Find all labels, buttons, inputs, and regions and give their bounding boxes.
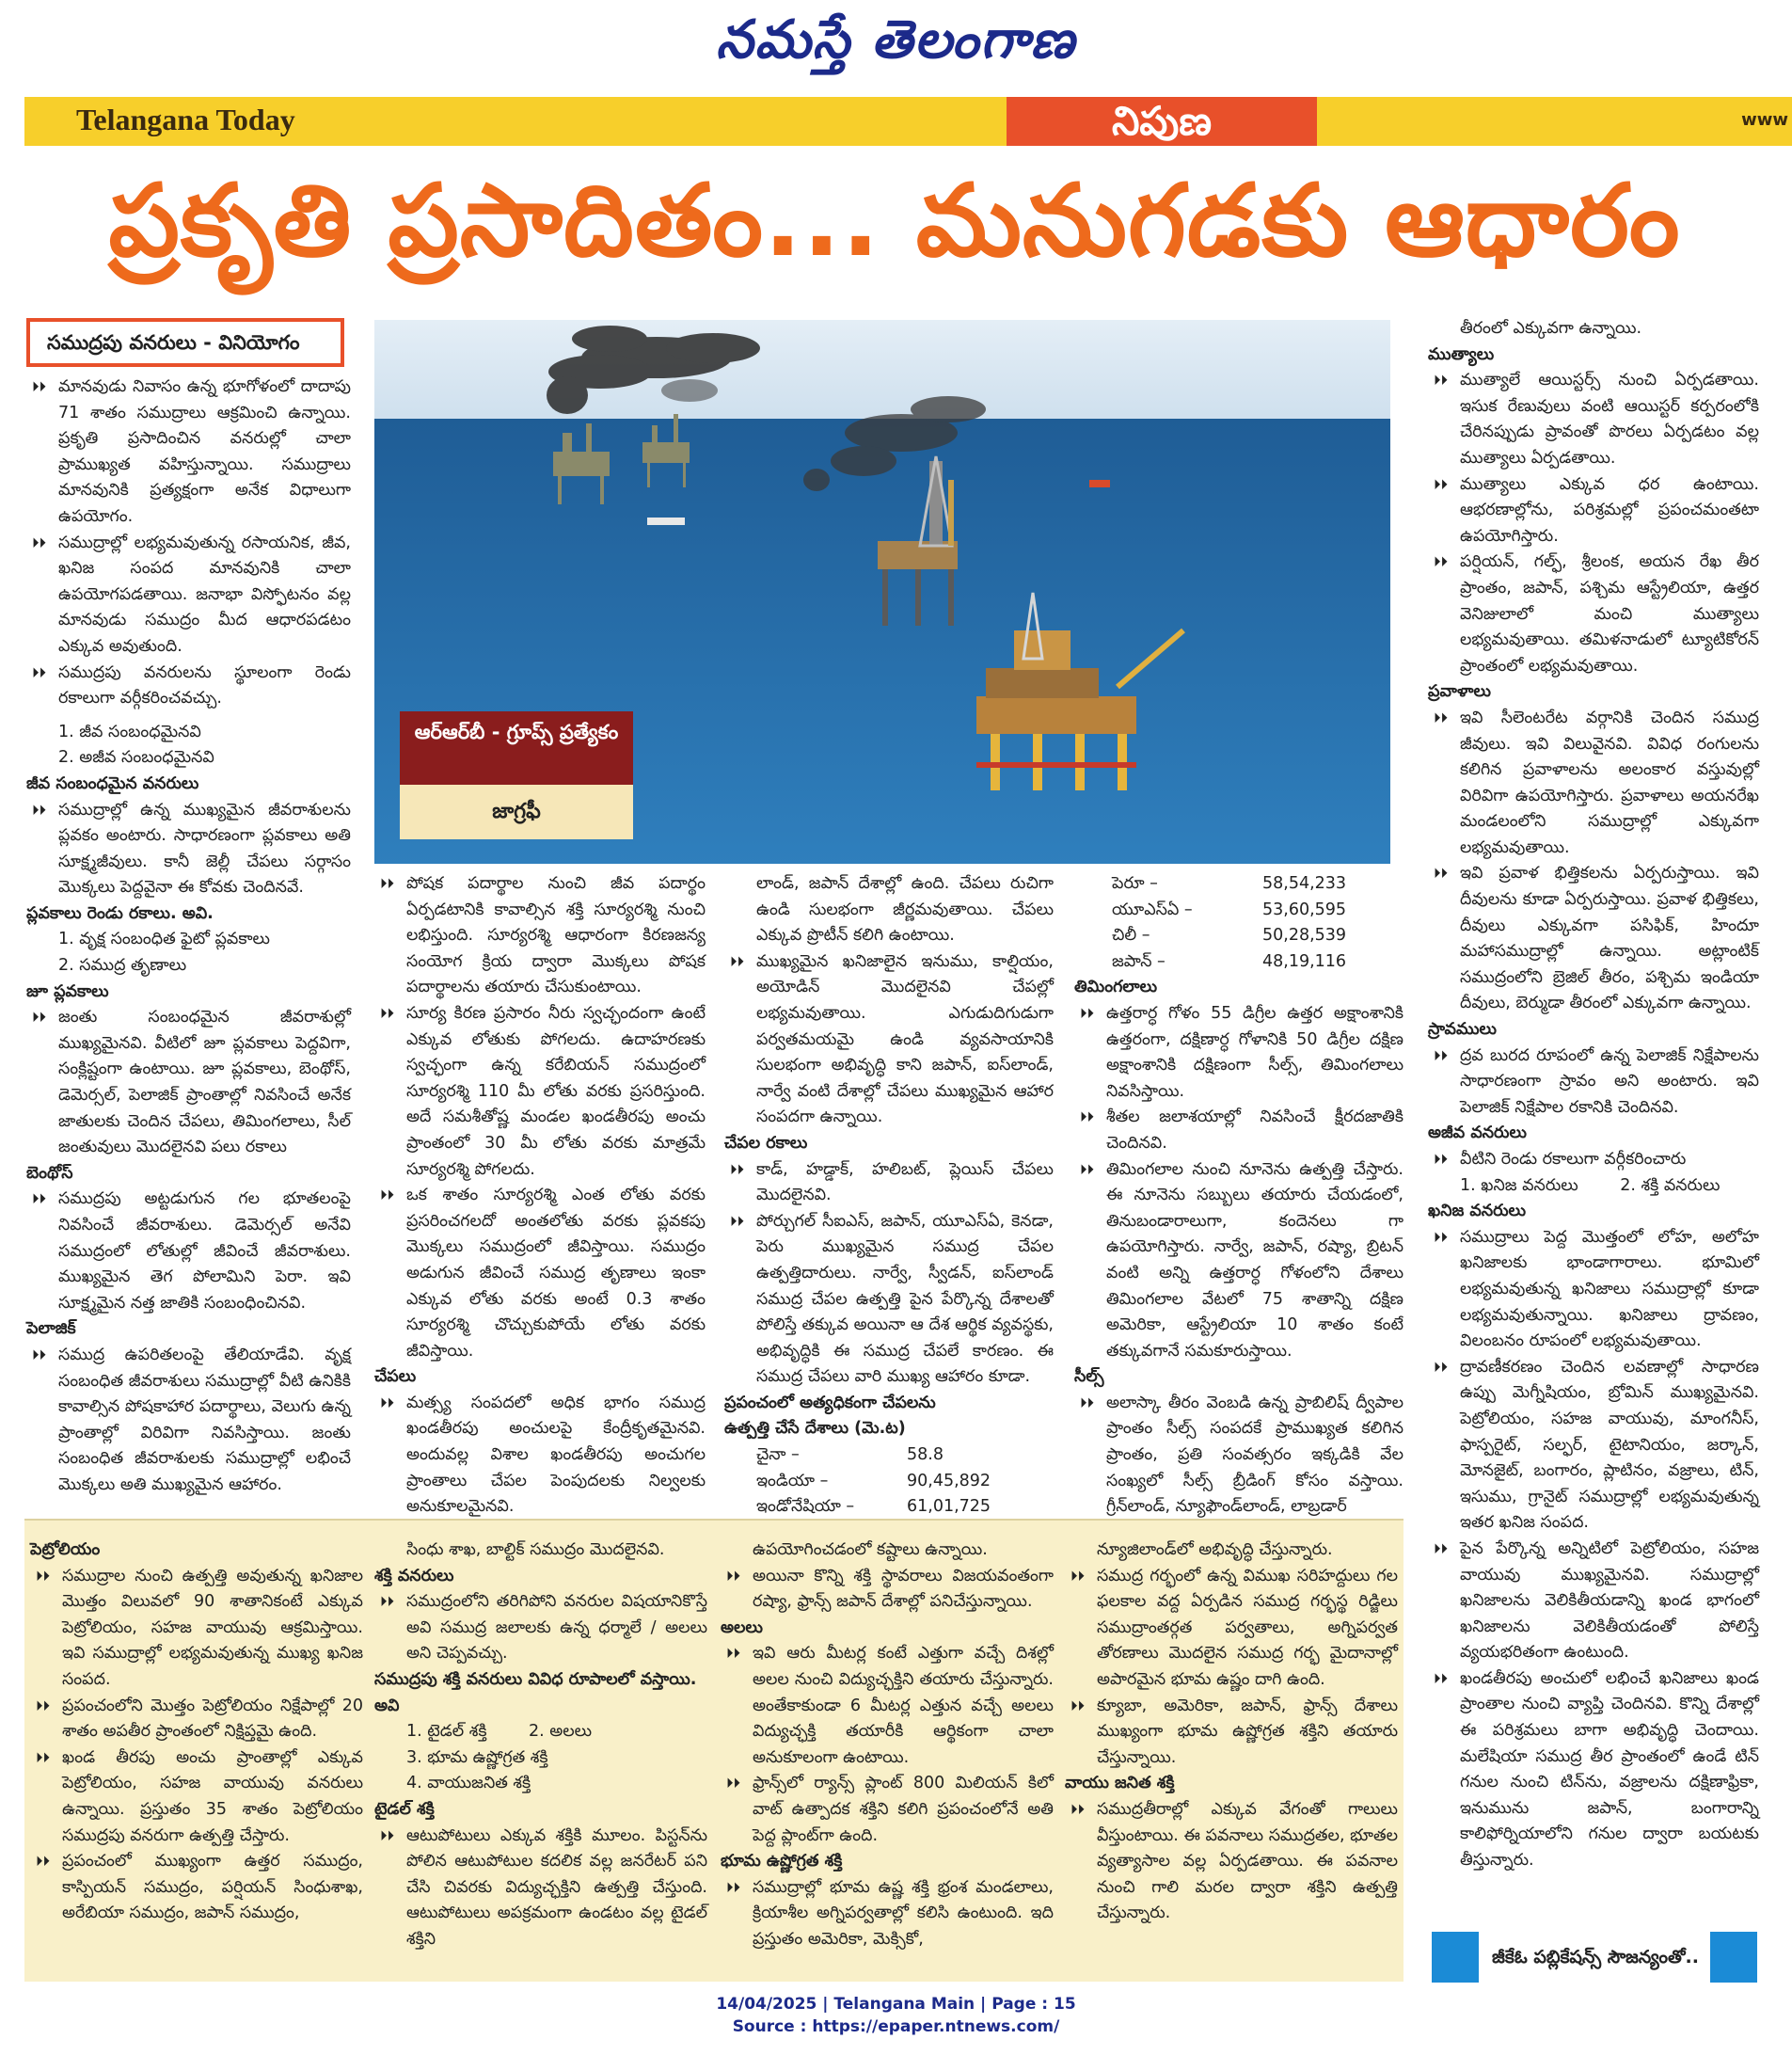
- subheading: పెట్రోలియం: [30, 1540, 101, 1559]
- subheading: భూమ ఉష్ణోగ్రత శక్తి: [721, 1852, 843, 1872]
- list-item: ⏵⏵ ఖండతీరపు అంచులో లభించే ఖనిజాలు ఖండ ప్రాంతాల నుంచి వ్యాప్తి చెందినవి. కొన్ని దేశాల్లో ఈ పరిశ్రమలు బాగా అభివృద్ధి చెందాయి. మలేషియా సముద్ర తీర ప్రాంతంలో ఉండే టిన్ గనుల నుంచి టిన్‌ను, వజ్రాలను దక్షిణాఫ్రికా, ఇనుమును జపాన్, బంగారాన్ని కాలిఫోర్నియాలోని గనుల ద్వారా బయటకు తీస్తున్నారు.: [1434, 1668, 1759, 1871]
- list-item: ⏵⏵ పైన పేర్కొన్న అన్నిటిలో పెట్రోలియం, సహజ వాయువు ముఖ్యమైనవి. సముద్రాల్లో ఖనిజాలను వెలికితీయడాన్ని ఖండ భాగంలో ఖనిజాలను వెలికితీయడంతో పోలిస్తే వ్యయభరితంగా ఉంటుంది.: [1434, 1538, 1759, 1663]
- list-item: ⏵⏵ మత్స్య సంపదలో అధిక భాగం సముద్ర ఖండతీరపు అంచులపై కేంద్రీకృతమైనవి. అందువల్ల విశాల ఖండతీరపు అంచుగల ప్రాంతాలు చేపల పెంపుదలకు నిల్వలకు అనుకూలమైనవి.: [380, 1393, 706, 1517]
- list-item: ⏵⏵ మానవుడు నివాసం ఉన్న భూగోళంలో దాదాపు 71 శాతం సముద్రాలు ఆక్రమించి ఉన్నాయి. ప్రకృతి ప్రసాదించిన వనరుల్లో చాలా ప్రాముఖ్యత వహిస్తున్నాయి. సముద్రాలు మానవునికి ప్రత్యక్షంగా అనేక విధాలుగా ఉపయోగం.: [32, 377, 351, 526]
- subheading: చేపల రకాలు: [724, 1133, 808, 1153]
- list-item: ⏵⏵ సముద్ర ఉపరితలంపై తేలియాడేవి. వృక్ష సంబంధిత జీవరాశులు సముద్రాల్లో వీటి ఉనికికి కావాల్సిన పోషకాహార పదార్థాలు, వెలుగు ఉన్న ప్రాంతాల్లో విరివిగా నివసిస్తాయి. జంతు సంబంధిత జీవరాశులకు సముద్రాల్లో లభించే మొక్కలు అతి ముఖ్యమైన ఆహారం.: [32, 1345, 351, 1494]
- numbered-item: 1. జీవ సంబంధమైనవి: [58, 722, 201, 741]
- banner-strip: [24, 97, 1792, 146]
- stat-row: యూఎస్ఏ – 53,60,595: [1112, 900, 1347, 919]
- page-footer: [0, 1993, 1792, 2038]
- numbered-item: 3. భూమ ఉష్ణోగ్రత శక్తి: [406, 1747, 548, 1767]
- list-item: ⏵⏵ అయినా కొన్ని శక్తి స్థావరాలు విజయవంతంగా రష్యా, ఫ్రాన్స్ జపాన్ దేశాల్లో పనిచేస్తున్నాయి.: [726, 1566, 1054, 1612]
- subheading: ప్రవాళాలు: [1428, 682, 1491, 702]
- list-item: ⏵⏵ ఆటుపోటులు ఎక్కువ శక్తికి మూలం. పిస్టన్‌ను పోలిన ఆటుపోటుల కదలిక వల్ల జనరేటర్ పని చేసి చివరకు విద్యుచ్ఛక్తిని ఉత్పత్తి చేస్తుంది. ఆటుపోటులు అపక్రమంగా ఉండటం వల్ల టైడల్ శక్తిని: [380, 1825, 707, 1949]
- column-1: [26, 374, 351, 1499]
- stat-row: పెరూ – 58,54,233: [1112, 874, 1347, 893]
- numbered-item: 2. సముద్ర తృణాలు: [58, 956, 187, 976]
- stat-row: చైనా – 58.8: [756, 1445, 944, 1465]
- list-item: ⏵⏵ జంతు సంబంధమైన జీవరాశుల్లో ముఖ్యమైనవి. వీటిలో జూ ప్లవకాలు పెద్దవిగా, సంక్లిష్టంగా ఉంటాయి. జూ ప్లవకాలు, బెంథోస్, డెమెర్సల్, పెలాజిక్ ప్రాంతాల్లో నివసించే అనేక జాతులకు చెందిన చేపలు, తిమింగలాలు, సీల్ జంతువులు మొదలైనవి పలు రకాలు: [32, 1008, 351, 1157]
- list-item: ⏵⏵ సూర్య కిరణ ప్రసారం నీరు స్వచ్ఛందంగా ఉంటే ఎక్కువ లోతుకు పోగలదు. ఉదాహరణకు స్వచ్ఛంగా ఉన్న కరేబియన్ సముద్రంలో సూర్యరశ్మి 110 మీ లోతు వరకు ప్రసరిస్తుంది. అదే సమశీతోష్ణ మండల ఖండతీరపు అంచు ప్రాంతంలో 30 మీ లోతు వరకు మాత్రమే సూర్యరశ్మి పోగలదు.: [380, 1003, 706, 1179]
- numbered-item: 1. టైడల్ శక్తి 2. అలలు: [406, 1722, 593, 1742]
- paragraph: తీరంలో ఎక్కువగా ఉన్నాయి.: [1460, 319, 1642, 338]
- subheading: సముద్రపు శక్తి వనరులు వివిధ రూపాలలో వస్తాయి.: [374, 1669, 697, 1689]
- subheading: ప్లవకాలు రెండు రకాలు. అవి.: [26, 903, 214, 923]
- banner-left-logo: Telangana Today: [76, 103, 295, 136]
- list-item: ⏵⏵ ముత్యాలు ఎక్కువ ధర ఉంటాయి. ఆభరణాల్లోను, పరిశ్రమల్లో ప్రపంచమంతటా ఉపయోగిస్తారు.: [1434, 474, 1759, 546]
- footer-date-line: 14/04/2025 | Telangana Main | Page : 15: [716, 1995, 1076, 2014]
- subheading: సీల్స్: [1074, 1367, 1104, 1387]
- footer-source-line: Source : https://epaper.ntnews.com/: [732, 2017, 1060, 2036]
- credit-accent-right: [1710, 1932, 1757, 1983]
- list-item: ⏵⏵ సముద్రాల నుంచి ఉత్పత్తి అవుతున్న ఖనిజాల మొత్తం విలువలో 90 శాతానికంటే ఎక్కువ పెట్రోలియం, సహజ వాయువు ఆక్రమిస్తాయి. ఇవి సముద్రాల్లో లభ్యమవుతున్న ముఖ్య ఖనిజ సంపద.: [36, 1566, 363, 1689]
- newspaper-logo: నమస్తే తెలంగాణ: [716, 9, 1076, 71]
- list-item: ⏵⏵ పోషక పదార్థాల నుంచి జీవ పదార్థం ఏర్పడటానికి కావాల్సిన శక్తి సూర్యరశ్మి నుంచి లభిస్తుంది. సూర్యరశ్మి ఆధారంగా కిరణజన్య సంయోగ క్రియ ద్వారా మొక్కలు పోషక పదార్థాలను తయారు చేసుకుంటాయి.: [380, 874, 706, 997]
- lower-column-3: [721, 1537, 1054, 1953]
- numbered-item: 1. ఖనిజ వనరులు 2. శక్తి వనరులు: [1460, 1175, 1721, 1195]
- lower-column-1: [30, 1537, 363, 1927]
- stat-row: జపాన్ – 48,19,116: [1112, 951, 1347, 971]
- page-headline: ప్రకృతి ప్రసాదితం... మనుగడకు ఆధారం: [108, 163, 1681, 279]
- column-2: [374, 871, 706, 1546]
- subheading: ముత్యాలు: [1428, 344, 1495, 364]
- caption-series-label: ఆర్ఆర్‌బీ - గ్రూప్స్ ప్రత్యేకం: [400, 711, 633, 785]
- list-item: ⏵⏵ ప్రపంచంలోని మొత్తం పెట్రోలియం నిక్షేపాల్లో 20 శాతం అపతీర ప్రాంతంలో నిక్షిప్తమై ఉంది.: [36, 1696, 363, 1742]
- paragraph: సింధు శాఖ, బాల్టిక్ సముద్రం మొదలైనవి.: [406, 1540, 665, 1559]
- subheading: శక్తి వనరులు: [374, 1566, 454, 1585]
- list-item: ⏵⏵ సముద్రాల్లో లభ్యమవుతున్న రసాయనిక, జీవ, ఖనిజ సంపద మానవునికి చాలా ఉపయోగపడతాయి. జనాభా విస్ఫోటనం వల్ల మానవుడు సముద్రం మీద ఆధారపడటం ఎక్కువ అవుతుంది.: [32, 533, 351, 656]
- list-item: ⏵⏵ పర్షియన్, గల్ఫ్, శ్రీలంక, అయన రేఖ తీర ప్రాంతం, జపాన్, పశ్చిమ ఆస్ట్రేలియా, ఉత్తర వెనిజులాలో మంచి ముత్యాలు లభ్యమవుతాయి. తమిళనాడులో ట్యూటికోరన్ ప్రాంతంలో లభ్యమవుతాయి.: [1434, 552, 1759, 676]
- list-item: ⏵⏵ ద్రవ బురద రూపంలో ఉన్న పెలాజిక్ నిక్షేపాలను సాధారణంగా స్రావం అని అంటారు. ఇవి పెలాజిక్ నిక్షేపాల రకానికి చెందినవి.: [1434, 1045, 1759, 1117]
- subheading: బెంథోస్: [26, 1163, 73, 1183]
- list-item: ⏵⏵ క్యూబా, అమెరికా, జపాన్, ఫ్రాన్స్ దేశాలు ముఖ్యంగా భూమ ఉష్ణోగ్రత శక్తిని తయారు చేస్తున్నాయి.: [1070, 1696, 1398, 1767]
- list-item: ⏵⏵ సముద్రపు అట్టడుగున గల భూతలంపై నివసించే జీవరాశులు. డెమెర్సల్ అనేవి సముద్రంలో లోతుల్లో జీవించే జీవరాశులు. ముఖ్యమైన తెగ పోలామిని పెరా. ఇవి సూక్ష్మమైన నత్త జాతికి సంబంధించినవి.: [32, 1189, 351, 1313]
- section-title-box: సముద్రపు వనరులు - వినియోగం: [26, 318, 344, 367]
- numbered-item: 2. అజీవ సంబంధమైనవి: [58, 748, 214, 768]
- list-item: ⏵⏵ శీతల జలాశయాల్లో నివసించే క్షీరదజాతికి చెందినవి.: [1080, 1107, 1403, 1153]
- subheading: అవి: [374, 1696, 400, 1715]
- list-item: ⏵⏵ సముద్ర గర్భంలో ఉన్న విముఖ సరిహద్దులు గల ఫలకాల వద్ద ఏర్పడిన సముద్ర గర్భస్థ రిడ్జిలు సముద్రాంతర్గత పర్వతాలు, అగ్నిపర్వత తోరణాలు మొదలైన సముద్ర గర్భ మైదానాల్లో అపారమైన భూమ ఉష్ణం దాగి ఉంది.: [1070, 1566, 1398, 1689]
- list-item: ⏵⏵ ముఖ్యమైన ఖనిజాలైన ఇనుము, కాల్షియం, అయోడిన్ మొదలైనవి చేపల్లో లభ్యమవుతాయి. ఎగుడుదిగుడుగా పర్వతమయమై ఉండి వ్యవసాయానికి సులభంగా అభివృద్ధి కాని జపాన్, ఐస్‌లాండ్, నార్వే వంటి దేశాల్లో చేపలు ముఖ్యమైన ఆహార సంపదగా ఉన్నాయి.: [730, 951, 1054, 1127]
- subheading: జీవ సంబంధమైన వనరులు: [26, 773, 199, 793]
- column-4: [1074, 871, 1403, 1521]
- subheading: స్రావములు: [1428, 1020, 1497, 1040]
- subheading: తిమింగలాలు: [1074, 978, 1158, 997]
- list-item: ⏵⏵ కాడ్, హడ్డాక్, హలిబట్, ప్లెయిస్ చేపలు మొదలైనవి.: [730, 1159, 1054, 1205]
- list-item: ⏵⏵ సముద్రాల్లో భూమ ఉష్ణ శక్తి భ్రంశ మండలాలు, క్రియాశీల అగ్నిపర్వతాల్లో కలిసి ఉంటుంది. ఇది ప్రస్తుతం అమెరికా, మెక్సికో,: [726, 1877, 1054, 1949]
- banner-right-text: www: [1741, 110, 1788, 130]
- subheading: టైడల్ శక్తి: [374, 1799, 435, 1819]
- list-item: ⏵⏵ ఖండ తీరపు అంచు ప్రాంతాల్లో ఎక్కువ పెట్రోలియం, సహజ వాయువు వనరులు ఉన్నాయి. ప్రస్తుతం 35 శాతం పెట్రోలియం సముద్రపు వనరుగా ఉత్పత్తి చేస్తారు.: [36, 1747, 363, 1845]
- list-item: ⏵⏵ పోర్చుగల్ సీఐఎస్, జపాన్, యూఎస్ఏ, కెనడా, పెరు ముఖ్యమైన సముద్ర చేపల ఉత్పత్తిదారులు. నార్వే, స్వీడన్, ఐస్‌లాండ్ సముద్ర చేపల ఉత్పత్తి పైన పేర్కొన్న దేశాలతో పోలిస్తే తక్కువ అయినా ఆ దేశ ఆర్థిక వ్యవస్థకు, అభివృద్ధికి ఈ సముద్ర చేపలే కారణం. ఈ సముద్ర చేపలు వారి ముఖ్య ఆహారం కూడా.: [730, 1211, 1054, 1387]
- subheading: జూ ప్లవకాలు: [26, 981, 109, 1001]
- list-item: ⏵⏵ ఉత్తరార్ధ గోళం 55 డిగ్రీల ఉత్తర అక్షాంశానికి ఉత్తరంగా, దక్షిణార్ధ గోళానికి 50 డిగ్రీల దక్షిణ అక్షాంశానికి దక్షిణంగా సీల్స్, తిమింగలాలు నివసిస్తాయి.: [1080, 1003, 1403, 1101]
- numbered-item: 1. వృక్ష సంబంధిత ఫైటో ప్లవకాలు: [58, 930, 270, 949]
- subheading: ఉత్పత్తి చేసే దేశాలు (మె.ట): [724, 1419, 906, 1439]
- list-item: ⏵⏵ సముద్రాలు పెద్ద మొత్తంలో లోహ, అలోహ ఖనిజాలకు భాండాగారాలు. భూమిలో లభ్యమవుతున్న ఖనిజాలు సముద్రాల్లో కూడా లభ్యమవుతున్నాయి. ఖనిజాలు ద్రావణం, విలంబనం రూపంలో లభ్యమవుతాయి.: [1434, 1227, 1759, 1351]
- subheading: వాయు జనిత శక్తి: [1065, 1774, 1175, 1793]
- banner-nipuna-text: నిపుణ: [1111, 98, 1213, 144]
- subheading: అజీవ వనరులు: [1428, 1123, 1527, 1143]
- banner-nipuna-block: [1007, 97, 1317, 146]
- paragraph: న్యూజిలాండ్‌లో అభివృద్ధి చేస్తున్నారు.: [1097, 1540, 1333, 1559]
- subheading: పెలాజిక్: [26, 1319, 76, 1339]
- list-item: ⏵⏵ సముద్రాల్లో ఉన్న ముఖ్యమైన జీవరాశులను ప్లవకం అంటారు. సాధారణంగా ప్లవకాలు అతి సూక్ష్మజీవులు. కానీ జెల్లీ చేపలు సర్గాసం మొక్కలు పెద్దవైనా ఈ కోవకు చెందినవే.: [32, 800, 351, 898]
- stat-row: ఇండోనేషియా – 61,01,725: [756, 1497, 991, 1517]
- list-item: ⏵⏵ అలాస్కా తీరం వెంబడి ఉన్న ప్రాబిలిష్ ద్వీపాల ప్రాంతం సీల్స్ సంపదకే ప్రాముఖ్యత కలిగిన ప్రాంతం, ప్రతి సంవత్సరం ఇక్కడికి వేల సంఖ్యలో సీల్స్ బ్రీడింగ్ కోసం వస్తాయి. గ్రీన్‌లాండ్, న్యూఫౌండ్‌లాండ్, లాబ్రడార్: [1080, 1393, 1403, 1517]
- subheading: అలలు: [721, 1617, 763, 1637]
- stat-row: చిలీ – 50,28,539: [1112, 926, 1347, 946]
- list-item: ⏵⏵ సముద్రపు వనరులను స్థూలంగా రెండు రకాలుగా వర్గీకరించవచ్చు.: [32, 662, 351, 709]
- lower-column-4: [1065, 1537, 1398, 1927]
- masthead: [0, 0, 1792, 89]
- list-item: ⏵⏵ ఇవి ప్రవాళ భిత్తికలను ఏర్పరుస్తాయి. ఇవి దీవులను కూడా ఏర్పరుస్తాయి. ప్రవాళ భిత్తికలు, దీవులు ఎక్కువగా పసిఫిక్, హిందూ మహాసముద్రాల్లో ఉన్నాయి. అట్లాంటిక్ సముద్రంలోని బ్రెజిల్ తీరం, పశ్చిమ ఇండియా దీవులు, బెర్ముడా తీరంలో ఎక్కువగా ఉన్నాయి.: [1434, 864, 1759, 1013]
- credit-text: జీకేఓ పబ్లికేషన్స్ సౌజన్యంతో..: [1492, 1947, 1699, 1967]
- list-item: ⏵⏵ తిమింగలాల నుంచి నూనెను ఉత్పత్తి చేస్తారు. ఈ నూనెను సబ్బులు తయారు చేయడంలో, తినుబండారాలుగా, కందెనలు గా ఉపయోగిస్తారు. నార్వే, జపాన్, రష్యా, బ్రిటన్ వంటి అన్ని ఉత్తరార్ధ గోళంలోని దేశాలు తిమింగలాల వేటలో 75 శాతాన్ని దక్షిణ అమెరికా, ఆస్ట్రేలియా 10 శాతం కంటే తక్కువగానే సమకూరుస్తాయి.: [1080, 1159, 1403, 1361]
- lower-column-2: [374, 1537, 707, 1953]
- paragraph: ఉపయోగించడంలో కష్టాలు ఉన్నాయి.: [753, 1540, 988, 1559]
- numbered-item: 4. వాయుజనిత శక్తి: [406, 1774, 531, 1793]
- credit-badge: [1432, 1932, 1757, 1983]
- subheading: ఖనిజ వనరులు: [1428, 1202, 1527, 1221]
- list-item: ⏵⏵ ఇవి ఆరు మీటర్ల కంటే ఎత్తుగా వచ్చే దిశల్లో అలల నుంచి విద్యుచ్ఛక్తిని తయారు చేస్తున్నారు. అంతేకాకుండా 6 మీటర్ల ఎత్తున వచ్చే అలలు విద్యుచ్ఛక్తి తయారీకి ఆర్థికంగా చాలా అనుకూలంగా ఉంటాయి.: [726, 1644, 1054, 1767]
- list-item: ⏵⏵ సముద్రతీరాల్లో ఎక్కువ వేగంతో గాలులు వీస్తుంటాయి. ఈ పవనాలు సముద్రతల, భూతల వ్యత్యాసాల వల్ల ఏర్పడతాయి. ఈ పవనాల నుంచి గాలి మరల ద్వారా శక్తిని ఉత్పత్తి చేస్తున్నారు.: [1070, 1799, 1398, 1923]
- list-item: ⏵⏵ ఒక శాతం సూర్యరశ్మి ఎంత లోతు వరకు ప్రసరించగలదో అంతలోతు వరకు ప్లవకపు మొక్కలు సముద్రంలో జీవిస్తాయి. సముద్రం అడుగున జీవించే సముద్ర తృణాలు ఇంకా ఎక్కువ లోతు వరకు అంటే 0.3 శాతం సూర్యరశ్మి చొచ్చుకుపోయే లోతు వరకు జీవిస్తాయి.: [380, 1186, 706, 1361]
- list-item: ⏵⏵ సముద్రంలోని తరిగిపోని వనరుల విషయానికొస్తే అవి సముద్ర జలాలకు ఉన్న ధర్మాలే / అలలు అని చెప్పవచ్చు.: [380, 1592, 707, 1664]
- list-item: ⏵⏵ ద్రావణీకరణం చెందిన లవణాల్లో సాధారణ ఉప్పు మెగ్నీషియం, బ్రోమిన్ ముఖ్యమైనవి. పెట్రోలియం, సహజ వాయువు, మాంగనీస్, ఫాస్పరైట్, సల్ఫర్, టైటానియం, జర్కాన్, మోనజైట్, బంగారం, ప్లాటినం, వజ్రాలు, టిన్, ఇసుము, గ్రానైట్ సముద్రాల్లో లభ్యమవుతున్న ఇతర ఖనిజ సంపద.: [1434, 1357, 1759, 1533]
- caption-subject-label: జాగ్రఫీ: [400, 785, 633, 839]
- subheading: ప్రపంచంలో అత్యధికంగా చేపలను: [724, 1393, 936, 1412]
- list-item: ⏵⏵ వీటిని రెండు రకాలుగా వర్గీకరించారు: [1434, 1150, 1687, 1169]
- list-item: ⏵⏵ ప్రపంచంలో ముఖ్యంగా ఉత్తర సముద్రం, కాస్పియన్ సముద్రం, పర్షియన్ సింధుశాఖ, అరేబియా సముద్రం, జపాన్ సముద్రం,: [36, 1852, 363, 1923]
- stat-row: ఇండియా – 90,45,892: [756, 1471, 991, 1490]
- subheading: చేపలు: [374, 1367, 417, 1387]
- column-5: [1428, 316, 1759, 1874]
- list-item: ⏵⏵ ఫ్రాన్స్‌లో ర్యాన్స్ ప్లాంట్ 800 మిలియన్ కిలో వాట్ ఉత్పాదక శక్తిని కలిగి ప్రపంచంలోనే అతి పెద్ద ప్లాంట్‌గా ఉంది.: [726, 1774, 1054, 1845]
- column-3: [724, 871, 1054, 1521]
- photo-caption-badge: [400, 711, 633, 839]
- lower-info-box: [24, 1519, 1403, 1982]
- list-item: ⏵⏵ ముత్యాలే ఆయిస్టర్స్ నుంచి ఏర్పడతాయి. ఇసుక రేణువులు వంటి ఆయిస్టర్ కర్పరంలోకి చేరినప్పుడు ప్రావంతో పొరలు ఏర్పడటం వల్ల ముత్యాలు ఏర్పడతాయి.: [1434, 371, 1759, 468]
- credit-accent-left: [1432, 1932, 1479, 1983]
- list-item: ⏵⏵ ఇవి సీలెంటరేట వర్గానికి చెందిన సముద్ర జీవులు. ఇవి విలువైనవి. వివిధ రంగులను కలిగిన ప్రవాళాలను అలంకార వస్తువుల్లో విరివిగా ఉపయోగిస్తారు. ప్రవాళాలు అయనరేఖ మండలంలోని సముద్రాల్లో ఎక్కువగా లభ్యమవుతాయి.: [1434, 708, 1759, 857]
- paragraph: లాండ్, జపాన్ దేశాల్లో ఉంది. చేపలు రుచిగా ఉండి సులభంగా జీర్ణమవుతాయి. చేపలు ఎక్కువ ప్రొటీన్ కలిగి ఉంటాయి.: [756, 874, 1054, 946]
